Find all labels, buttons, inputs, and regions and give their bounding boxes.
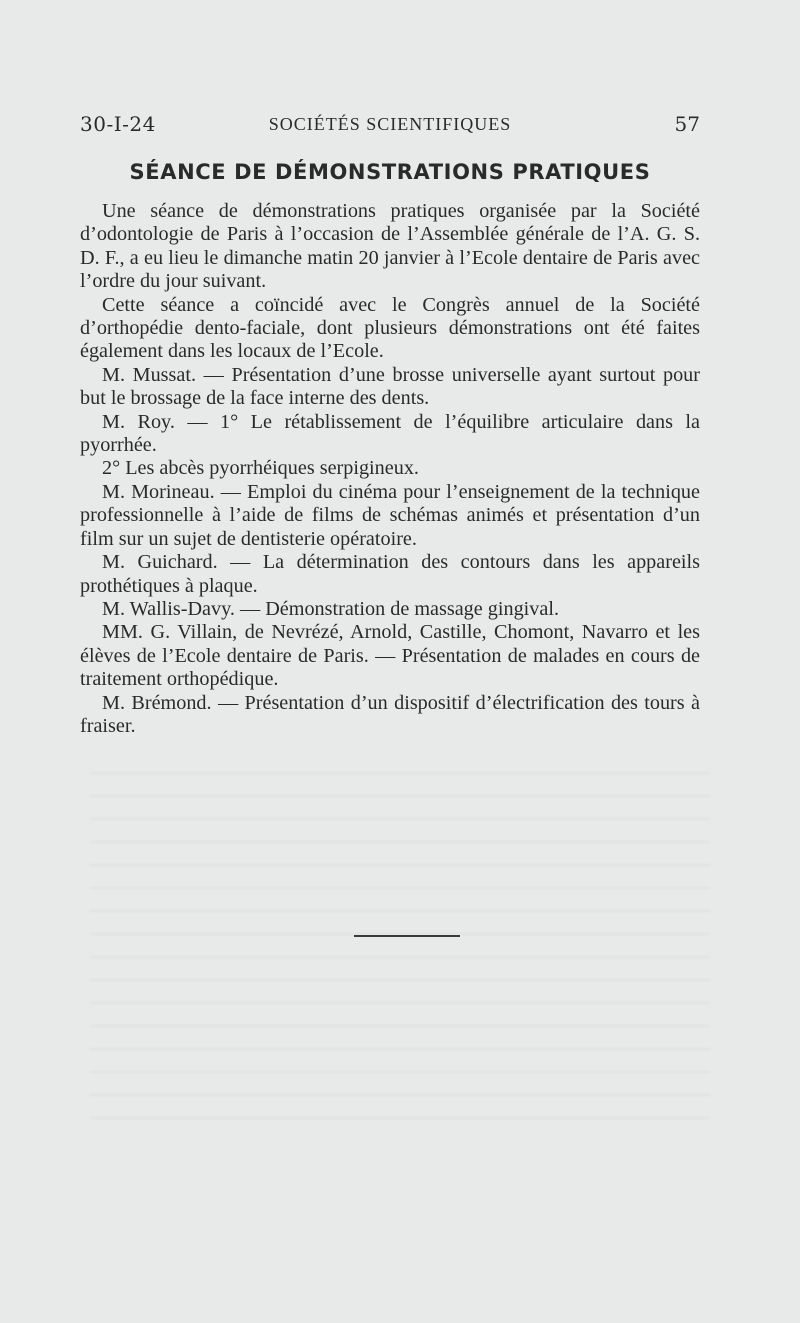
running-head-date: 30-I-24 bbox=[80, 112, 156, 136]
paragraph-intro: Une séance de démonstrations pratiques organisée par la Société d’odontologie de Paris à l’occasion de l’Assemblée générale de l’A. G. S. D. F., a eu lieu le dimanche matin 20 janvier à l’Ecole dentaire de Paris avec l’ordre du jour suivant. bbox=[80, 200, 700, 293]
paragraph-guichard: M. Guichard. — La détermination des contours dans les appareils prothétiques à plaque. bbox=[80, 551, 700, 597]
page-number: 57 bbox=[674, 112, 700, 136]
paragraph-villain: MM. G. Villain, de Nevrézé, Arnold, Castille, Chomont, Navarro et les élèves de l’Ecole dentaire de Paris. — Présentation de malades en cours de traitement orthopédique. bbox=[80, 621, 700, 691]
paragraph-roy-2: 2° Les abcès pyorrhéiques serpigineux. bbox=[102, 457, 419, 480]
show-through-texture bbox=[90, 760, 710, 1120]
section-end-rule bbox=[354, 935, 460, 937]
paragraph-roy-1: M. Roy. — 1° Le rétablissement de l’équilibre articulaire dans la pyorrhée. bbox=[80, 410, 700, 457]
section-heading: SÉANCE DE DÉMONSTRATIONS PRATIQUES bbox=[129, 160, 651, 184]
paragraph-mussat: M. Mussat. — Présentation d’une brosse universelle ayant surtout pour but le brossage de la face interne des dents. bbox=[80, 363, 700, 410]
paragraph-congres: Cette séance a coïncidé avec le Congrès annuel de la Société d’orthopédie dento-faciale, dont plusieurs démonstrations ont été faites également dans les locaux de l’Ecole. bbox=[80, 293, 700, 363]
running-head-section: SOCIÉTÉS SCIENTIFIQUES bbox=[268, 114, 512, 134]
paragraph-wallis-davy: M. Wallis-Davy. — Démonstration de massage gingival. bbox=[102, 597, 559, 620]
paragraph-morineau: M. Morineau. — Emploi du cinéma pour l’enseignement de la technique professionnelle à l’aide de films de schémas animés et présentation d’un film sur un sujet de dentisterie opératoire. bbox=[80, 480, 700, 550]
running-head bbox=[80, 112, 700, 142]
article-body bbox=[80, 200, 700, 738]
paragraph-bremond: M. Brémond. — Présentation d’un dispositif d’électrification des tours à fraiser. bbox=[80, 691, 700, 737]
